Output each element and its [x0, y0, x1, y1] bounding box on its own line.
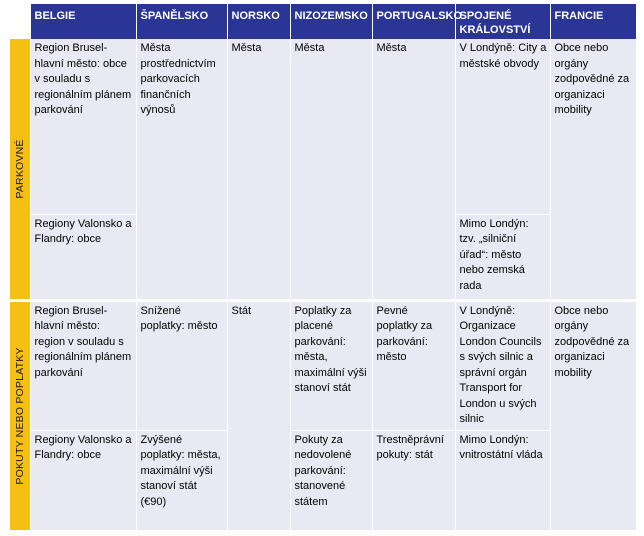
table-row [10, 430, 636, 530]
table-cell: Města [227, 39, 290, 300]
header-spanelsko: ŠPANĚLSKO [136, 4, 227, 39]
table-cell: Poplatky za placené parkování: města, maximální výši stanoví stát [290, 300, 372, 430]
table-cell: Města [372, 39, 455, 300]
group-label-parkovne [10, 39, 30, 300]
header-row [10, 4, 636, 39]
header-nizozemsko: NIZOZEMSKO [290, 4, 372, 39]
table-cell: Obce nebo orgány zodpovědné za organizaci mobility [550, 39, 636, 300]
table-cell: Region Brusel-hlavní město: obce v souladu s regionálním plánem parkování [30, 39, 136, 214]
group-label-pokuty [10, 300, 30, 530]
table-cell: Pevné poplatky za parkování: město [372, 300, 455, 430]
table-cell: Mimo Londýn: vnitrostátní vláda [455, 430, 550, 530]
table-cell: Snížené poplatky: město [136, 300, 227, 430]
header-belgie: BELGIE [30, 4, 136, 39]
table-cell: Regiony Valonsko a Flandry: obce [30, 430, 136, 530]
table-cell: V Londýně: City a městské obvody [455, 39, 550, 214]
header-spojene-kralovstvi: SPOJENÉ KRÁLOVSTVÍ [455, 4, 550, 39]
table-cell: Města [290, 39, 372, 300]
table-cell: Města prostřednictvím parkovacích finančních výnosů [136, 39, 227, 300]
header-norsko: NORSKO [227, 4, 290, 39]
table-cell: Stát [227, 300, 290, 530]
group-label-text: POKUTY NEBO POPLATKY [13, 347, 26, 485]
table-cell: Regiony Valonsko a Flandry: obce [30, 214, 136, 300]
table-cell: Obce nebo orgány zodpovědné za organizaci mobility [550, 300, 636, 530]
table-cell: Region Brusel-hlavní město: region v souladu s regionálním plánem parkování [30, 300, 136, 430]
table-cell: Zvýšené poplatky: města, maximální výši stanoví stát (€90) [136, 430, 227, 530]
header-francie: FRANCIE [550, 4, 636, 39]
table-cell: V Londýně: Organizace London Councils s svých silnic a správní orgán Transport for London u svých silnic [455, 300, 550, 430]
competence-table [10, 4, 636, 531]
table-cell: Mimo Londýn: tzv. „silniční úřad“: město nebo zemská rada [455, 214, 550, 300]
table-cell: Trestněprávní pokuty: stát [372, 430, 455, 530]
header-portugalsko: PORTUGALSKO [372, 4, 455, 39]
header-corner [10, 4, 30, 39]
table-row [10, 39, 636, 214]
table-cell: Pokuty za nedovolené parkování: stanovené státem [290, 430, 372, 530]
group-label-text: PARKOVNÉ [13, 139, 26, 199]
table-row [10, 300, 636, 430]
